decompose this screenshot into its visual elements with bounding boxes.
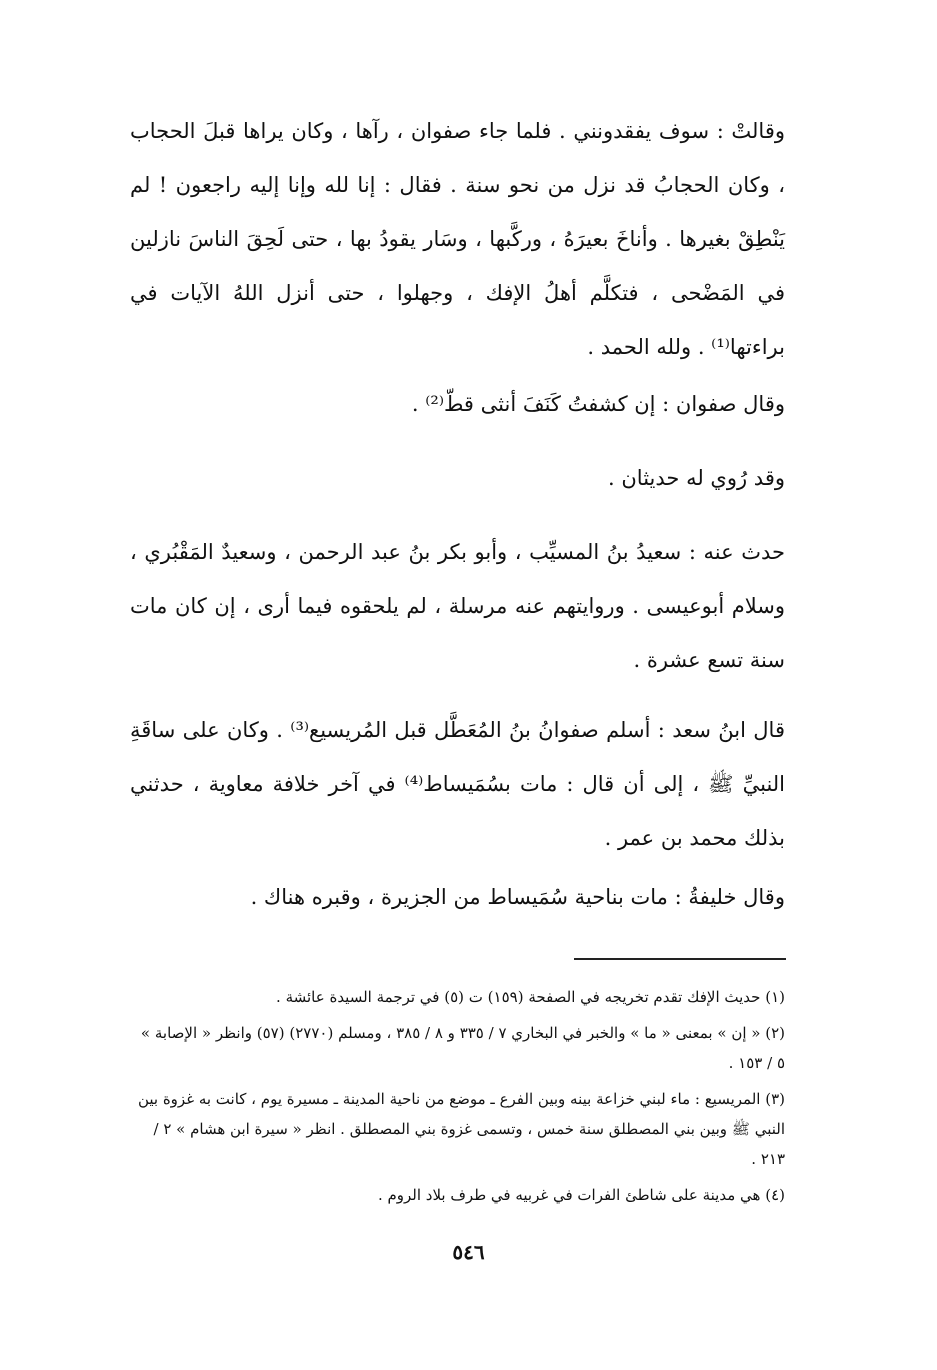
body-paragraph-6 [130,870,785,924]
body-paragraph-4 [130,525,785,687]
footnote-divider [574,958,786,960]
paragraph-text: وقال صفوان : إن كشفتُ كَنَفَ أنثى قطّ⁽²⁾ . [411,392,785,416]
paragraph-text: وقد رُوي له حديثان . [608,466,785,490]
paragraph-text: وقالتْ : سوف يفقدونني . فلما جاء صفوان ، رآها ، وكان يراها قبلَ الحجاب ، وكان الحجابُ قد نزل من نحو سنة . فقال : إنا لله وإنا إليه راجعون ! لم يَنْطِقْ بغيرها . وأناخَ بعيرَهُ ، وركَّبها ، وسَار يقودُ بها ، حتى لَحِقَ الناسَ نازلين في المَضْحى ، فتكلَّم أهلُ الإفك ، وجهلوا ، حتى أنزل اللهُ الآيات في براءتها⁽¹⁾ . ولله الحمد . [130,119,785,359]
footnote-3: (٣) المريسيع : ماء لبني خزاعة بينه وبين الفرع ـ موضع من ناحية المدينة ـ مسيرة يوم ، كانت به غزوة بين النبي ﷺ وبين بني المصطلق سنة خمس ، وتسمى غزوة بني المصطلق . انظر « سيرة ابن هشام » ٢ / ٢١٣ . [137,1090,785,1168]
paragraph-text: حدث عنه : سعيدُ بنُ المسيِّب ، وأبو بكر بنُ عبد الرحمن ، وسعيدٌ المَقْبُري ، وسلام أبوعيسى . وروايتهم عنه مرسلة ، لم يلحقوه فيما أرى ، إن كان مات سنة تسع عشرة . [130,540,785,672]
footnotes [130,982,785,1216]
body-paragraph-3 [130,451,785,505]
footnote-4: (٤) هي مدينة على شاطئ الفرات في غربيه في طرف بلاد الروم . [377,1186,785,1204]
footnote-1: (١) حديث الإفك تقدم تخريجه في الصفحة (١٥٩) ت (٥) في ترجمة السيدة عائشة . [276,988,785,1006]
body-paragraph-1 [130,104,785,374]
page-number: ٥٤٦ [452,1240,485,1264]
paragraph-text: وقال خليفةُ : مات بناحية سُمَيساط من الجزيرة ، وقبره هناك . [250,885,785,909]
paragraph-text: قال ابنُ سعد : أسلم صفوانُ بنُ المُعَطَّل قبل المُريسيع⁽³⁾ . وكان على ساقَةِ النبيِّ ﷺ ، إلى أن قال : مات بسُمَيساط⁽⁴⁾ في آخر خلافة معاوية ، حدثني بذلك محمد بن عمر . [130,718,786,850]
body-paragraph-5 [130,703,785,865]
body-paragraph-2 [130,377,785,431]
footnote-2: (٢) « إن » بمعنى « ما » والخبر في البخاري ٧ / ٣٣٥ و ٨ / ٣٨٥ ، ومسلم (٢٧٧٠) (٥٧) وانظر « الإصابة » ٥ / ١٥٣ . [140,1024,785,1072]
